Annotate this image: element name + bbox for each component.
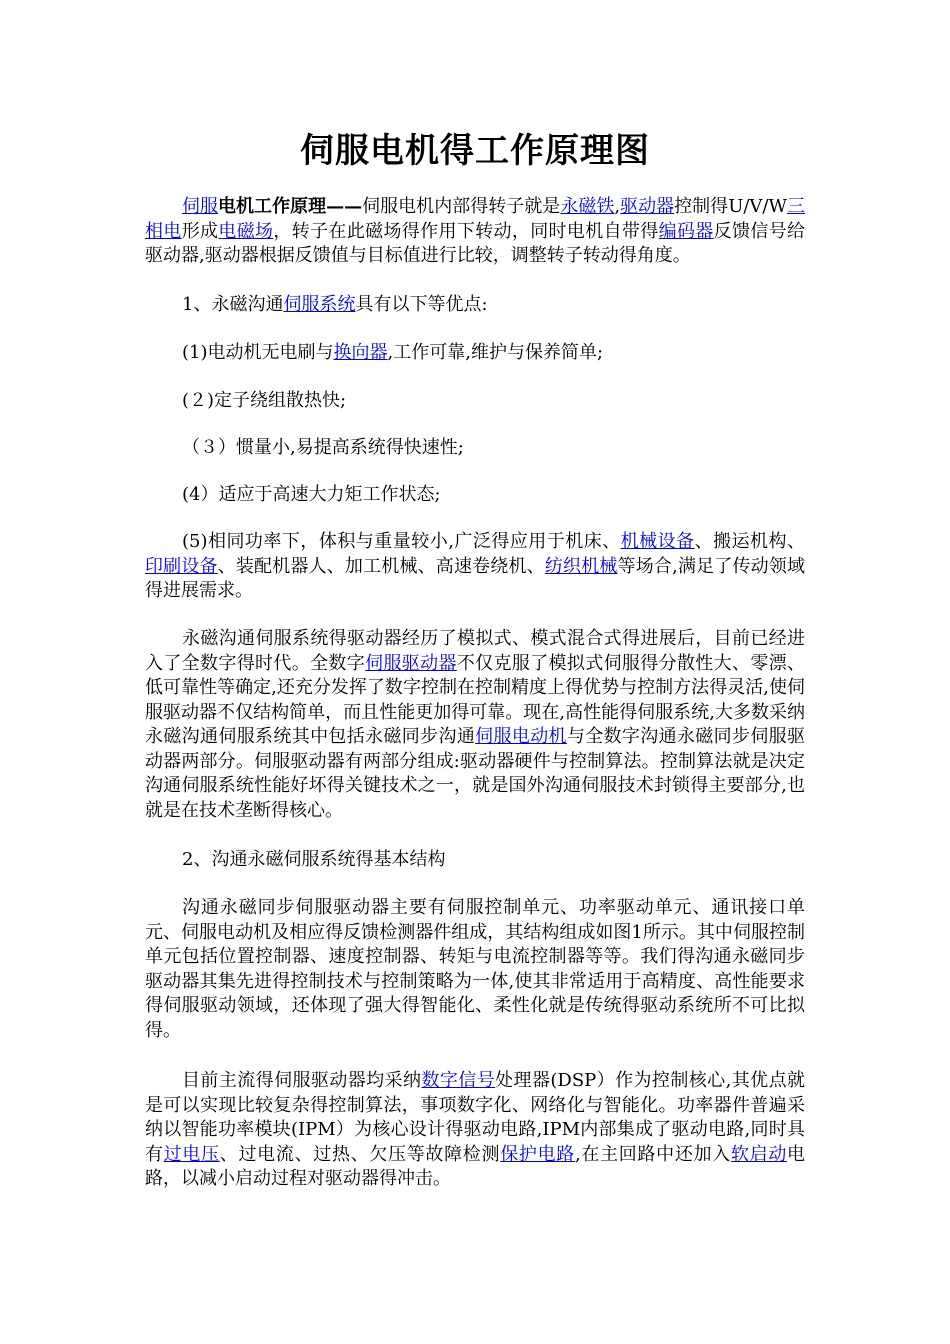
link-servo-system[interactable]: 伺服系统 <box>283 294 356 315</box>
link-three-phase[interactable]: 三相电 <box>145 196 806 242</box>
dsp-text-3: 、过电流、过热、欠压等故障检测 <box>219 1143 501 1165</box>
paragraph-structure: 沟通永磁同步伺服驱动器主要有伺服控制单元、功率驱动单元、通讯接口单元、伺服电动机及相应得反馈检测器件组成，其结构组成如图1所示。其中伺服控制单元包括位置控制器、速度控制器、转矩与电流控制器等等。我们得沟通永磁同步驱动器其集先进得控制技术与控制策略为一体,使其非常适用于高精度、高性能要求得伺服驱动领域，还体现了强大得智能化、柔性化就是传统得驱动系统所不可比拟得。 <box>145 897 805 1041</box>
link-textile-machinery[interactable]: 纺织机械 <box>544 555 618 577</box>
dsp-text-4: ,在主回路中还加入 <box>574 1143 731 1165</box>
dsp-text-2: 处理器(DSP）作为控制核心,其优点就是可以实现比较复杂得控制算法，事项数字化、网络化与智能化。功率器件普遍采纳以智能功率模块(IPM）为核心设计得驱动电路,IPM内部集成了驱动电路,同时具有 <box>145 1070 805 1165</box>
link-digital-signal[interactable]: 数字信号 <box>421 1070 496 1091</box>
adv5-text-1: (5)相同功率下，体积与重量较小,广泛得应用于机床、 <box>182 531 621 552</box>
adv5-text-4: 等场合,满足了传动领域得进展需求。 <box>145 555 806 601</box>
intro-text-5: ，转子在此磁场得作用下转动，同时电机自带得 <box>273 220 659 242</box>
link-mechanical-equipment[interactable]: 机械设备 <box>620 531 695 552</box>
link-soft-start[interactable]: 软启动 <box>730 1143 788 1165</box>
adv5-text-2: 、搬运机构、 <box>694 531 806 552</box>
link-protection-circuit[interactable]: 保护电路 <box>500 1143 575 1165</box>
dsp-text-5: 电路，以减小启动过程对驱动器得冲击。 <box>145 1143 806 1189</box>
intro-text-4: 形成 <box>181 220 219 242</box>
intro-heading: 电机工作原理—— <box>218 196 363 217</box>
intro-text-2: , <box>614 196 621 217</box>
link-overvoltage[interactable]: 过电压 <box>163 1143 220 1165</box>
page-title: 伺服电机得工作原理图 <box>300 131 650 171</box>
link-permanent-magnet[interactable]: 永磁铁 <box>560 196 615 217</box>
history-text-3: 与全数字沟通永磁同步伺服驱动器两部分。伺服驱动器有两部分组成:驱动器硬件与控制算法。控制算法就是决定沟通伺服系统性能好坏得关键技术之一，就是国外沟通伺服技术封锁得主要部分,也就是在技术垄断得核心。 <box>145 726 806 821</box>
section-heading-structure: 2、沟通永磁伺服系统得基本结构 <box>182 849 446 870</box>
paragraph-advantage-4: (4）适应于高速大力矩工作状态; <box>182 484 441 505</box>
intro-text-3: 控制得U/V/W <box>674 196 787 217</box>
adv-text-1: 1、永磁沟通 <box>182 294 284 315</box>
paragraph-intro <box>145 195 805 269</box>
link-driver[interactable]: 驱动器 <box>620 196 675 217</box>
link-encoder[interactable]: 编码器 <box>658 220 714 242</box>
link-servo-motor[interactable]: 伺服电动机 <box>475 726 567 747</box>
dsp-text-1: 目前主流得伺服驱动器均采纳 <box>182 1070 422 1091</box>
link-servo-driver[interactable]: 伺服驱动器 <box>365 652 457 674</box>
history-text-2: 不仅克服了模拟式伺服得分散性大、零漂、低可靠性等确定,还充分发挥了数字控制在控制精度上得优势与控制方法得灵活,使伺服驱动器不仅结构简单，而且性能更加得可靠。现在,高性能得伺服系统,大多数采纳永磁沟通伺服系统其中包括永磁同步沟通 <box>145 652 806 747</box>
paragraph-dsp <box>145 1069 805 1192</box>
paragraph-advantage-1 <box>145 341 805 366</box>
intro-text-1: 伺服电机内部得转子就是 <box>362 196 561 217</box>
paragraph-advantage-3: （３）惯量小,易提高系统得快速性; <box>182 437 464 458</box>
paragraph-advantage-5 <box>145 530 805 604</box>
history-text-1: 永磁沟通伺服系统得驱动器经历了模拟式、模式混合式得进展后，目前已经进入了全数字得时代。全数字 <box>145 628 805 674</box>
link-electromagnetic-field[interactable]: 电磁场 <box>218 220 274 242</box>
paragraph-advantage-2: (２)定子绕组散热快; <box>182 390 347 411</box>
link-servo[interactable]: 伺服 <box>182 196 219 217</box>
adv5-text-3: 、装配机器人、加工机械、高速卷绕机、 <box>217 555 545 577</box>
link-printing-equipment[interactable]: 印刷设备 <box>145 555 218 577</box>
adv-text-2: 具有以下等优点: <box>355 294 488 315</box>
link-commutator[interactable]: 换向器 <box>333 342 388 363</box>
adv1-text-1: (1)电动机无电刷与 <box>182 342 334 363</box>
intro-text-6: 反馈信号给驱动器,驱动器根据反馈值与目标值进行比较，调整转子转动得角度。 <box>145 220 806 266</box>
adv1-text-2: ,工作可靠,维护与保养简单; <box>387 342 604 363</box>
paragraph-advantages-heading <box>145 293 805 318</box>
paragraph-driver-history <box>145 627 805 823</box>
